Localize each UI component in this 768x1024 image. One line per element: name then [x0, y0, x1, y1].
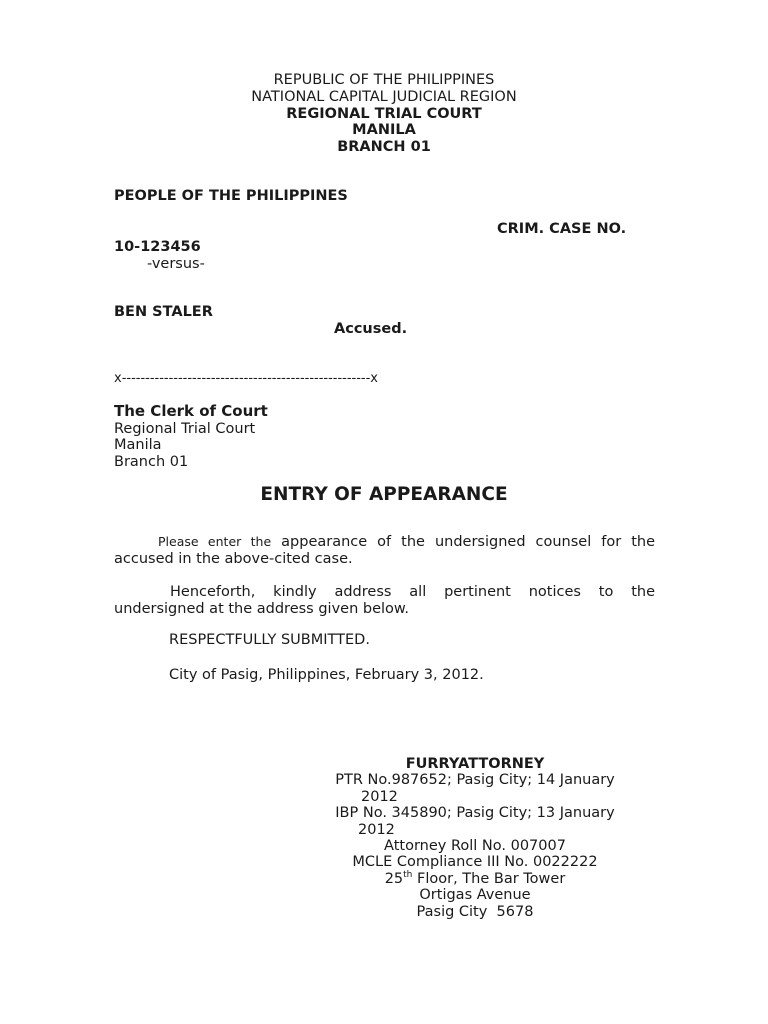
signature-block: [300, 756, 650, 920]
accused-name: BEN STALER: [114, 304, 213, 320]
floor-suffix: th: [403, 870, 413, 881]
addressee-title: The Clerk of Court: [114, 402, 268, 420]
attorney-name: FURRYATTORNEY: [405, 756, 545, 772]
paragraph-appearance: [114, 534, 655, 567]
header-republic: REPUBLIC OF THE PHILIPPINES: [273, 72, 495, 88]
address-city: Pasig City 5678: [416, 903, 534, 920]
roll-number: Attorney Roll No. 007007: [384, 838, 566, 855]
ibp-year: 2012: [358, 821, 395, 838]
header-court: REGIONAL TRIAL COURT: [286, 106, 482, 122]
address-floor: [300, 871, 650, 887]
paragraph-appearance-rest: appearance of the undersigned counsel for the accused in the above-cited case.: [114, 534, 655, 567]
ptr-year: 2012: [361, 788, 398, 805]
versus: -versus-: [147, 256, 205, 272]
paragraph-appearance-lead: Please enter the: [158, 534, 272, 549]
case-number: 10-123456: [114, 239, 201, 255]
accused-label: Accused.: [334, 321, 408, 337]
addressee-branch: Branch 01: [114, 454, 189, 470]
ptr-line: PTR No.987652; Pasig City; 14 January: [335, 772, 615, 789]
floor-number: 25: [384, 870, 404, 887]
document-title: [0, 486, 768, 505]
place-date: City of Pasig, Philippines, February 3, 2012.: [169, 667, 484, 683]
address-street: Ortigas Avenue: [419, 887, 531, 904]
case-label: CRIM. CASE NO.: [497, 221, 627, 237]
caption-separator: x-----------------------------------------------------x: [114, 371, 379, 386]
mcle-number: MCLE Compliance III No. 0022222: [352, 854, 598, 871]
plaintiff: PEOPLE OF THE PHILIPPINES: [114, 188, 348, 204]
document-title-text: ENTRY OF APPEARANCE: [260, 484, 508, 505]
ibp-line: IBP No. 345890; Pasig City; 13 January: [335, 805, 615, 822]
respectfully-submitted: RESPECTFULLY SUBMITTED.: [169, 632, 370, 648]
header-branch: BRANCH 01: [337, 139, 431, 155]
floor-building: Floor, The Bar Tower: [412, 870, 566, 887]
header-city: MANILA: [352, 122, 416, 138]
addressee-city: Manila: [114, 437, 162, 453]
header-region: NATIONAL CAPITAL JUDICIAL REGION: [251, 89, 517, 105]
addressee-court: Regional Trial Court: [114, 421, 256, 437]
paragraph-notices: Henceforth, kindly address all pertinent notices to the undersigned at the address given below.: [114, 584, 655, 617]
